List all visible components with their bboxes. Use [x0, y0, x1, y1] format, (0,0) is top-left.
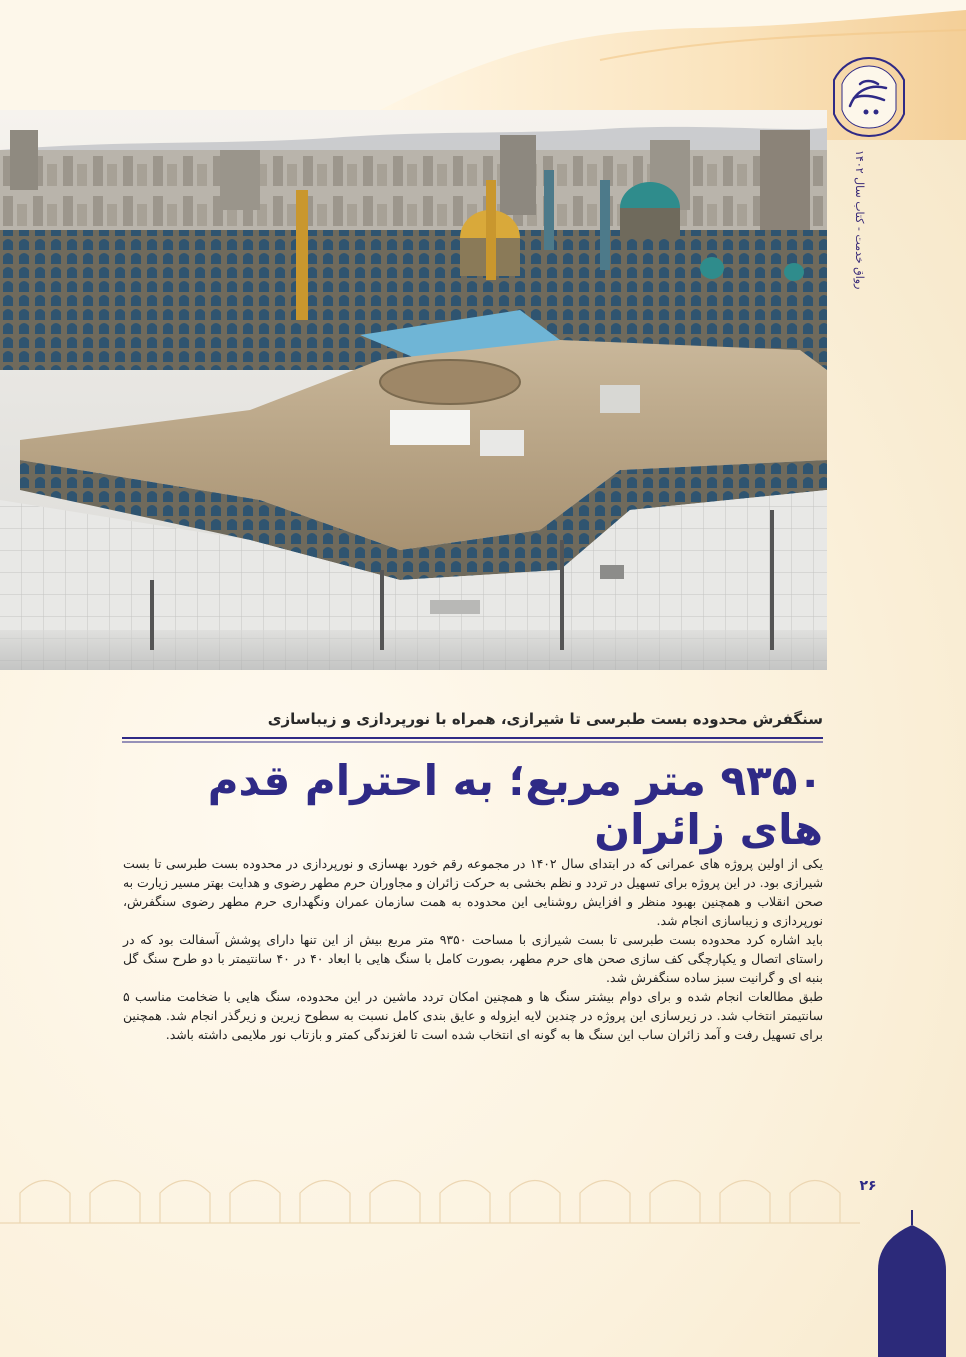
article-body: [123, 854, 823, 1044]
shrine-aerial-photo: [0, 110, 827, 670]
page-number: ۲۶: [859, 1178, 877, 1194]
body-paragraph: یکی از اولین پروژه های عمرانی که در ابتدای سال ۱۴۰۲ در مجموعه رقم خورد بهسازی و نورپردازی در محدوده بست طبرسی تا بست شیرازی بود. در این پروژه برای تسهیل در تردد و نظم بخشی به حرکت زائران و مجاوران حرم مطهر رضوی و هدایت بهتر مسیر زیارت به صحن انقلاب و همچنین بهبود منظر و افزایش روشنایی این محدوده به همت سازمان عمران ونگهداری حرم مطهر رضوی سنگفرش، نورپردازی و زیباسازی انجام شد.: [123, 856, 823, 928]
subtitle-divider: [122, 735, 823, 745]
page-tab-decoration: [858, 1210, 966, 1357]
article-title: ۹۳۵۰ متر مربع؛ به احترام قدم های زائران: [207, 756, 823, 854]
rawaq-khedmat-logo: [826, 54, 912, 140]
article-subtitle: سنگفرش محدوده بست طبرسی تا شیرازی، همراه با نورپردازی و زیباسازی: [267, 710, 823, 728]
arch-pattern-decoration: [0, 1168, 860, 1228]
body-paragraph: طبق مطالعات انجام شده و برای دوام بیشتر سنگ ها و همچنین امکان تردد ماشین در این محدوده، سنگ هایی با ضخامت مناسب ۵ سانتیمتر انتخاب شد. در زیرسازی این پروژه در چندین لایه ایزوله و عایق بندی کامل نسبت به سطوح زیرین و زیرگذر انجام شد. همچنین برای تسهیل رفت و آمد زائران ساب این سنگ ها به گونه ای انتخاب شده است تا لغزندگی کمتر و بازتاب نور ملایمی داشته باشد.: [123, 989, 823, 1042]
side-label: رواق خدمت - کتاب سال ۱۴۰۲: [853, 150, 866, 290]
body-paragraph: باید اشاره کرد محدوده بست طبرسی تا بست شیرازی با مساحت ۹۳۵۰ متر مربع بیش از این تنها دارای پوشش آسفالت بود که در راستای اتصال و یکپارچگی کف سازی صحن های حرم مطهر، بصورت کامل با سنگ هایی با ابعاد ۴۰ در ۴۰ سانتیمتر با دو طرح سنگ گل بنبه ای و گرانیت سبز ساده سنگفرش شد.: [123, 932, 823, 985]
